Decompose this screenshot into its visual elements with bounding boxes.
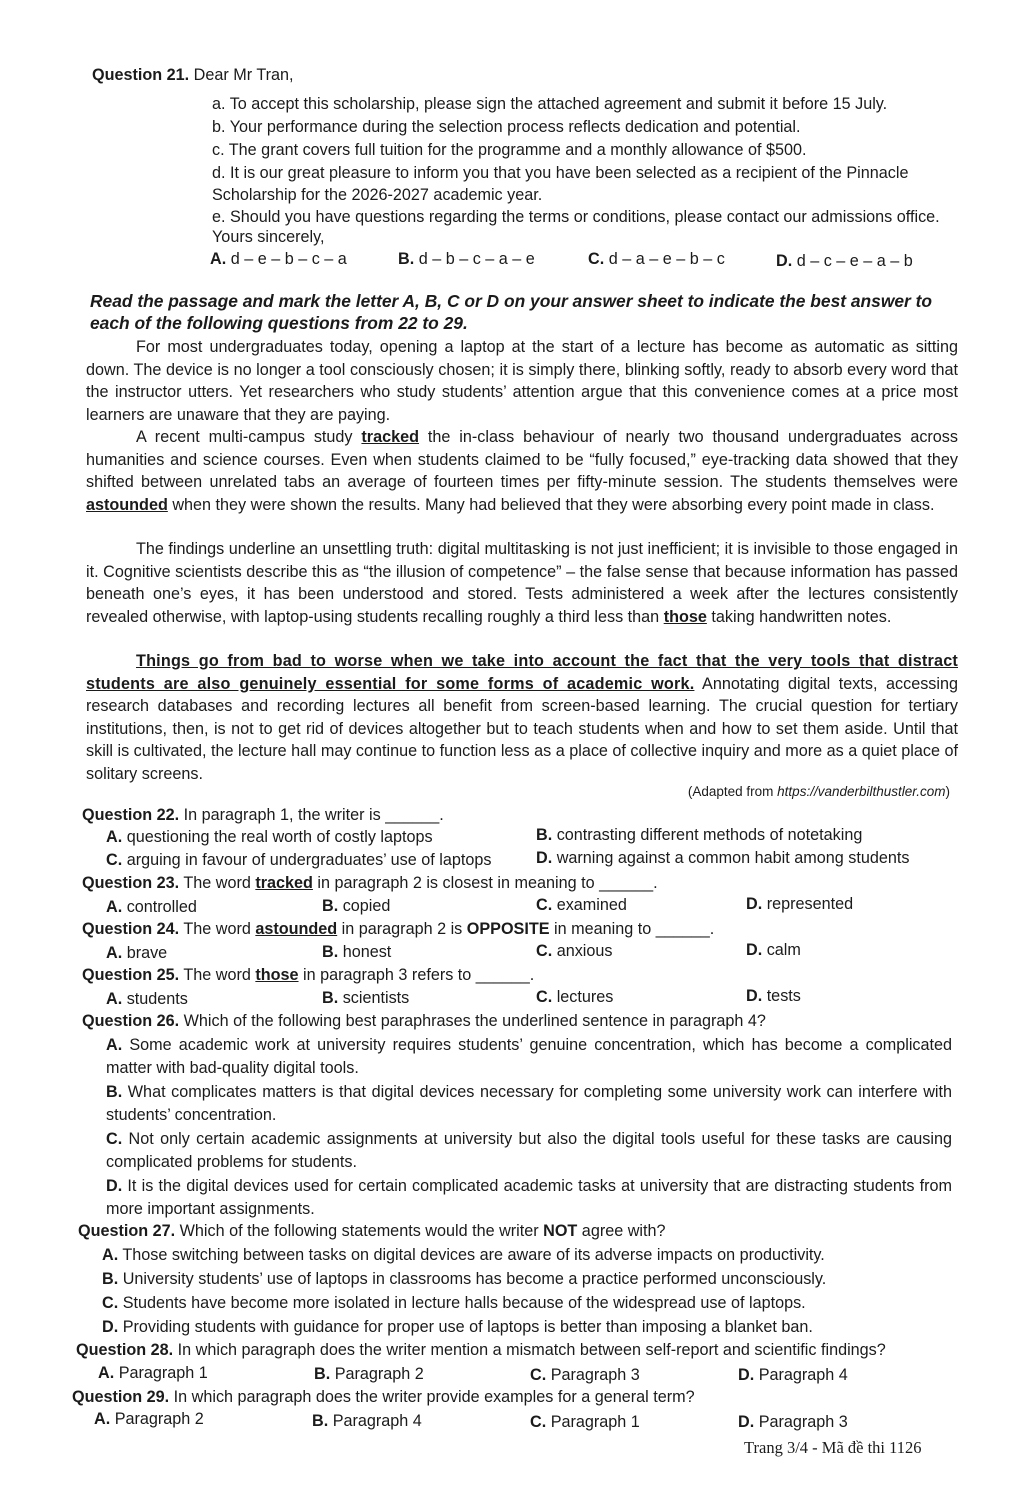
q26-option-a[interactable]	[106, 1034, 952, 1079]
option-text: Paragraph 4	[758, 1366, 848, 1384]
option-letter: A.	[106, 898, 123, 916]
underlined-word-tracked: tracked	[361, 428, 420, 446]
q24-target-word: astounded	[255, 920, 338, 938]
q27-stem	[78, 1222, 666, 1241]
option-text: scientists	[342, 989, 410, 1007]
q26-stem	[82, 1012, 766, 1031]
q24-opposite-emphasis: OPPOSITE	[466, 920, 550, 938]
option-letter: C.	[106, 1130, 123, 1148]
q25-stem	[82, 966, 534, 985]
option-letter: C.	[530, 1413, 547, 1431]
option-text: controlled	[126, 898, 197, 916]
option-text: d – c – e – a – b	[796, 252, 913, 270]
option-letter: D.	[738, 1366, 755, 1384]
source-prefix: (Adapted from	[687, 784, 778, 799]
source-suffix: )	[945, 784, 950, 799]
option-letter: D.	[746, 941, 763, 959]
underlined-word-astounded: astounded	[86, 495, 168, 514]
option-text: students	[126, 990, 188, 1008]
option-text: University students’ use of laptops in classrooms has become a practice performed unconsciously.	[122, 1270, 827, 1288]
q25-label: Question 25.	[82, 966, 180, 984]
q27-option-d[interactable]	[102, 1318, 813, 1337]
source-url: https://vanderbilthustler.com	[777, 784, 946, 799]
q29-option-a[interactable]	[94, 1410, 204, 1429]
option-letter: A.	[94, 1410, 111, 1428]
option-text: tests	[766, 987, 801, 1005]
option-text: Paragraph 1	[550, 1413, 640, 1431]
q25-target-word: those	[255, 966, 299, 984]
option-letter: D.	[102, 1318, 119, 1336]
q27-not-emphasis: NOT	[543, 1222, 578, 1240]
q25-option-b[interactable]	[322, 989, 409, 1008]
q21-label: Question 21.	[92, 66, 190, 84]
option-letter: A.	[102, 1246, 119, 1264]
q21-greeting: Dear Mr Tran,	[193, 66, 294, 84]
q27-stem-text: agree with?	[577, 1222, 666, 1240]
q28-option-d[interactable]	[738, 1366, 848, 1385]
option-letter: C.	[536, 988, 553, 1006]
q29-stem-text: In which paragraph does the writer provide examples for a general term?	[169, 1388, 695, 1406]
q26-option-d[interactable]	[106, 1175, 952, 1220]
option-text: honest	[342, 943, 392, 961]
q23-option-b[interactable]	[322, 897, 390, 916]
option-letter: C.	[536, 942, 553, 960]
q21-item-d: d. It is our great pleasure to inform you that you have been selected as a recipient of the Pinnacle	[212, 164, 909, 182]
q22-stem-text: In paragraph 1, the writer is ______.	[179, 806, 444, 824]
q26-option-b[interactable]	[106, 1081, 952, 1126]
q24-option-d[interactable]	[746, 941, 801, 960]
q25-stem-text: in paragraph 3 refers to ______.	[298, 966, 535, 984]
option-text: Those switching between tasks on digital devices are aware of its adverse impacts on productivity.	[122, 1246, 825, 1264]
q22-option-b[interactable]	[536, 826, 862, 845]
q23-stem-text: in paragraph 2 is closest in meaning to ______.	[312, 874, 658, 892]
q28-stem	[76, 1341, 886, 1360]
q28-stem-text: In which paragraph does the writer mention a mismatch between self-report and scientific findings?	[173, 1341, 886, 1359]
option-letter: A.	[210, 250, 227, 268]
q21-closing: Yours sincerely,	[212, 228, 325, 246]
option-text: Paragraph 3	[758, 1413, 848, 1431]
option-text: brave	[126, 944, 168, 962]
q23-stem-text: The word	[179, 874, 256, 892]
option-letter: C.	[106, 851, 123, 869]
underlined-word-those: those	[663, 607, 707, 626]
option-text: warning against a common habit among students	[556, 849, 910, 867]
q23-label: Question 23.	[82, 874, 180, 892]
option-text: Not only certain academic assignments at university but also the digital tools useful for these tasks are causing complicated problems for students.	[106, 1130, 952, 1171]
option-letter: A.	[106, 944, 123, 962]
option-text: Paragraph 2	[334, 1365, 424, 1383]
option-text: Paragraph 4	[332, 1412, 422, 1430]
passage-paragraph-4	[86, 650, 958, 786]
q24-stem	[82, 920, 714, 939]
option-letter: C.	[588, 250, 605, 268]
q26-label: Question 26.	[82, 1012, 180, 1030]
passage-paragraph-2	[86, 426, 958, 516]
q28-option-b[interactable]	[314, 1365, 424, 1384]
option-letter: B.	[322, 943, 339, 961]
paragraph-1-text: For most undergraduates today, opening a laptop at the start of a lecture has become as automatic as sitting down. The device is no longer a tool consciously chosen; it is simply there, blinking softly, ready to absorb every word that the instructor utters. Yet researchers who study students’ attention argue that this convenience comes at a price most learners are unaware that they are paying.	[86, 338, 958, 424]
option-text: copied	[342, 897, 391, 915]
q26-option-c[interactable]	[106, 1128, 952, 1173]
q29-option-d[interactable]	[738, 1413, 848, 1432]
option-letter: B.	[322, 897, 339, 915]
q29-option-b[interactable]	[312, 1412, 422, 1431]
option-text: d – b – c – a – e	[418, 250, 535, 268]
option-text: arguing in favour of undergraduates’ use of laptops	[126, 851, 492, 869]
option-text: examined	[556, 896, 627, 914]
q21-option-a[interactable]	[210, 250, 347, 269]
q21-item-b: b. Your performance during the selection process reflects dedication and potential.	[212, 118, 801, 136]
q27-option-b[interactable]	[102, 1270, 826, 1289]
passage-paragraph-3	[86, 538, 958, 628]
page-footer: Trang 3/4 - Mã đề thi 1126	[744, 1438, 922, 1457]
option-text: represented	[766, 895, 854, 913]
q21-option-d[interactable]	[776, 252, 913, 271]
option-text: anxious	[556, 942, 613, 960]
option-text: Providing students with guidance for proper use of laptops is better than imposing a blanket ban.	[122, 1318, 813, 1336]
option-letter: A.	[106, 1036, 123, 1054]
paragraph-4-text: Annotating digital texts, accessing research databases and recording lectures all benefit from screen-based learning. The crucial question for tertiary institutions, then, is not to get rid of devices altogether but to teach students when and how to set them aside. Until that skill is cultivated, the lecture hall may continue to function less as a place of collective inquiry and more as a quiet place of solitary screens.	[86, 674, 958, 783]
q24-option-a[interactable]	[106, 944, 167, 963]
q25-option-a[interactable]	[106, 990, 188, 1009]
reading-instruction: Read the passage and mark the letter A, B, C or D on your answer sheet to indicate the best answer to each of the following questions from 22 to 29.	[90, 291, 933, 333]
q29-label: Question 29.	[72, 1388, 170, 1406]
option-text: contrasting different methods of notetaking	[556, 826, 863, 844]
option-letter: B.	[312, 1412, 329, 1430]
option-letter: C.	[530, 1366, 547, 1384]
q25-option-d[interactable]	[746, 987, 801, 1006]
q24-label: Question 24.	[82, 920, 180, 938]
q21-item-c: c. The grant covers full tuition for the programme and a monthly allowance of $500.	[212, 141, 807, 159]
q22-option-a[interactable]	[106, 828, 433, 847]
paragraph-3-text: taking handwritten notes.	[706, 607, 892, 626]
option-text: d – a – e – b – c	[608, 250, 725, 268]
q24-option-c[interactable]	[536, 942, 612, 961]
q28-option-a[interactable]	[98, 1364, 208, 1383]
passage-paragraph-1	[86, 336, 958, 426]
option-text: lectures	[556, 988, 614, 1006]
option-letter: B.	[314, 1365, 331, 1383]
q27-option-c[interactable]	[102, 1294, 806, 1313]
option-letter: D.	[106, 1177, 123, 1195]
option-text: What complicates matters is that digital devices necessary for completing some university work can interfere with students’ concentration.	[106, 1083, 952, 1124]
option-letter: A.	[106, 828, 123, 846]
option-text: Paragraph 3	[550, 1366, 640, 1384]
option-text: questioning the real worth of costly laptops	[126, 828, 433, 846]
paragraph-2-text: the in-class behaviour of nearly two thousand undergraduates across humanities and science courses. Even when students claimed to be “fully focused,” eye-tracking data showed that they shifted between unrelated tabs an average of fourteen times per fifty-minute session. The students themselves were	[86, 428, 958, 492]
q27-stem-text: Which of the following statements would the writer	[175, 1222, 544, 1240]
q22-stem	[82, 806, 444, 825]
q22-option-c[interactable]	[106, 851, 491, 870]
q21-item-e: e. Should you have questions regarding the terms or conditions, please contact our admissions office.	[212, 208, 940, 226]
paragraph-2-text: A recent multi-campus study	[136, 428, 362, 446]
q24-stem-text: The word	[179, 920, 256, 938]
q23-target-word: tracked	[255, 874, 313, 892]
q21-item-a: a. To accept this scholarship, please sign the attached agreement and submit it before 15 July.	[212, 95, 888, 113]
q21-option-c[interactable]	[588, 250, 725, 269]
q29-option-c[interactable]	[530, 1413, 640, 1432]
q29-stem	[72, 1388, 695, 1407]
option-text: It is the digital devices used for certain complicated academic tasks at university that are distracting students from more important assignments.	[106, 1177, 953, 1218]
option-letter: A.	[98, 1364, 115, 1382]
q28-label: Question 28.	[76, 1341, 174, 1359]
q21-option-b[interactable]	[398, 250, 535, 269]
option-text: Some academic work at university requires students’ genuine concentration, which has become a complicated matter with bad-quality digital tools.	[106, 1036, 953, 1077]
q23-option-a[interactable]	[106, 898, 197, 917]
paragraph-3-text: The findings underline an unsettling truth: digital multitasking is not just inefficient; it is invisible to those engaged in it. Cognitive scientists describe this as “the illusion of competence” – the false sense that because information has passed beneath one’s eyes, it has been understood and stored. Tests administered a week after the lectures consistently revealed otherwise, with laptop-using students recalling roughly a third less than	[86, 540, 958, 626]
option-text: Paragraph 2	[114, 1410, 204, 1428]
q25-option-c[interactable]	[536, 988, 613, 1007]
q26-stem-text: Which of the following best paraphrases the underlined sentence in paragraph 4?	[179, 1012, 766, 1030]
option-text: Paragraph 1	[118, 1364, 208, 1382]
option-letter: D.	[746, 895, 763, 913]
option-letter: B.	[102, 1270, 119, 1288]
option-letter: B.	[536, 826, 553, 844]
q22-label: Question 22.	[82, 806, 180, 824]
q23-option-c[interactable]	[536, 896, 627, 915]
q24-stem-text: in paragraph 2 is	[337, 920, 467, 938]
q22-option-d[interactable]	[536, 849, 909, 868]
option-letter: C.	[536, 896, 553, 914]
q23-option-d[interactable]	[746, 895, 853, 914]
q24-option-b[interactable]	[322, 943, 391, 962]
option-letter: B.	[398, 250, 415, 268]
option-letter: D.	[776, 252, 793, 270]
q21-item-d-cont: Scholarship for the 2026-2027 academic year.	[212, 186, 543, 204]
option-text: d – e – b – c – a	[230, 250, 347, 268]
q25-stem-text: The word	[179, 966, 256, 984]
q27-label: Question 27.	[78, 1222, 176, 1240]
option-letter: B.	[106, 1083, 123, 1101]
q28-option-c[interactable]	[530, 1366, 640, 1385]
option-letter: D.	[536, 849, 553, 867]
q24-stem-text: in meaning to ______.	[549, 920, 715, 938]
option-text: Students have become more isolated in lecture halls because of the widespread use of laptops.	[122, 1294, 806, 1312]
q21-heading	[92, 66, 294, 85]
option-text: calm	[766, 941, 801, 959]
q23-stem	[82, 874, 658, 893]
option-letter: B.	[322, 989, 339, 1007]
option-letter: C.	[102, 1294, 119, 1312]
option-letter: D.	[746, 987, 763, 1005]
paragraph-2-text: when they were shown the results. Many had believed that they were absorbing every point made in class.	[167, 495, 935, 514]
underlined-sentence: Things go from bad to worse when we take into account the fact that the very tools that distract students are also genuinely essential for some forms of academic work.	[86, 652, 958, 693]
passage-source	[688, 784, 950, 799]
option-letter: A.	[106, 990, 123, 1008]
q27-option-a[interactable]	[102, 1246, 825, 1265]
option-letter: D.	[738, 1413, 755, 1431]
